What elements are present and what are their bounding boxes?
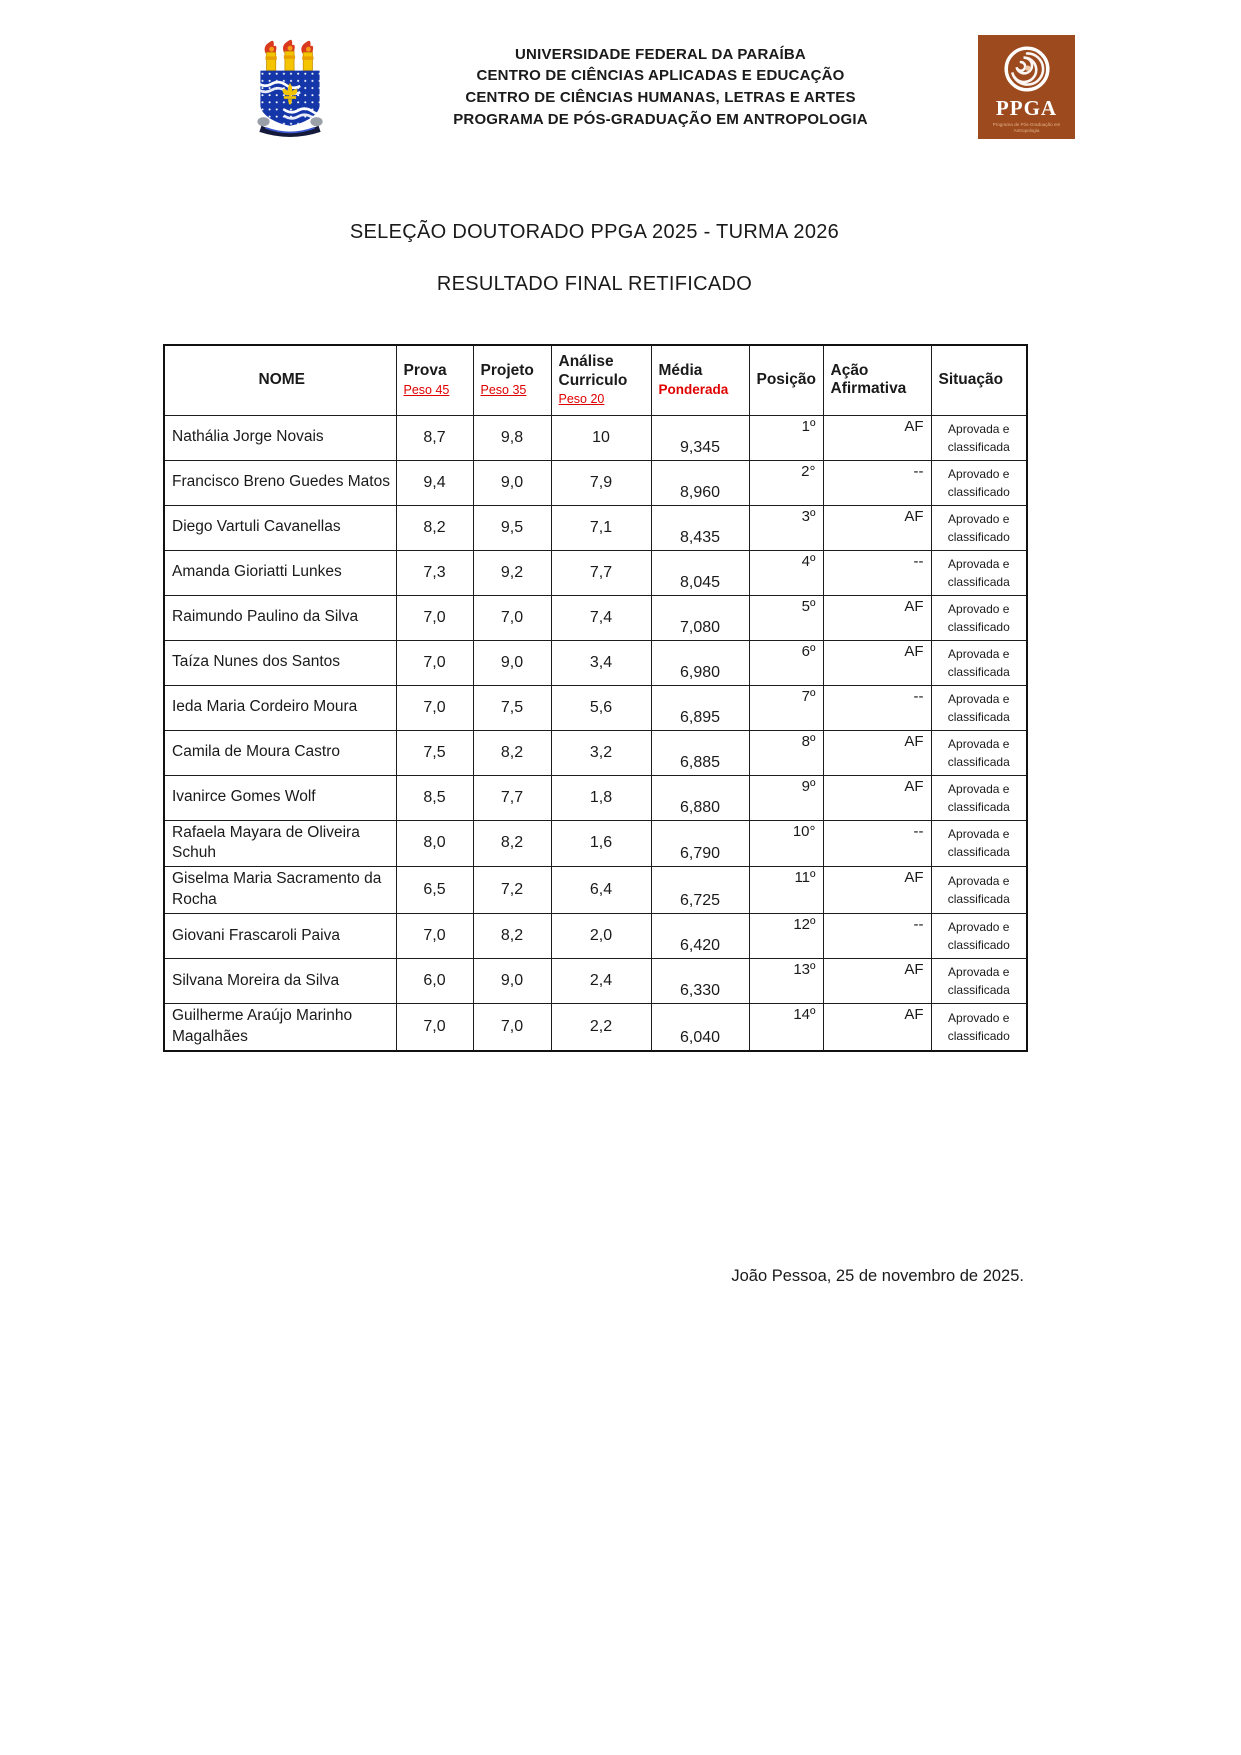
cell-acao: AF — [823, 640, 931, 685]
cell-prova: 6,0 — [396, 959, 473, 1004]
ppga-subtitle: Programa de Pós-Graduação em Antropologia — [992, 122, 1061, 133]
cell-posicao: 12º — [749, 914, 823, 959]
cell-prova: 8,0 — [396, 820, 473, 867]
cell-posicao: 6º — [749, 640, 823, 685]
table-row — [164, 959, 1027, 1004]
cell-projeto: 7,5 — [473, 685, 551, 730]
cell-posicao: 4º — [749, 550, 823, 595]
cell-situacao: Aprovada e classificada — [931, 640, 1027, 685]
cell-analise: 2,4 — [551, 959, 651, 1004]
document-title: SELEÇÃO DOUTORADO PPGA 2025 - TURMA 2026 — [349, 221, 840, 243]
cell-acao: AF — [823, 959, 931, 1004]
cell-acao: AF — [823, 595, 931, 640]
cell-prova: 7,5 — [396, 730, 473, 775]
ppga-wordmark: PPGA — [995, 96, 1058, 120]
cell-situacao: Aprovado e classificado — [931, 595, 1027, 640]
cell-nome: Amanda Gioriatti Lunkes — [164, 550, 396, 595]
table-row — [164, 550, 1027, 595]
cell-nome: Diego Vartuli Cavanellas — [164, 505, 396, 550]
cell-posicao: 13º — [749, 959, 823, 1004]
cell-prova: 7,0 — [396, 1004, 473, 1051]
cell-prova: 7,0 — [396, 914, 473, 959]
cell-media: 9,345 — [651, 415, 749, 460]
ppga-logo — [978, 35, 1075, 139]
cell-posicao: 2° — [749, 460, 823, 505]
cell-media: 7,080 — [651, 595, 749, 640]
cell-prova: 7,3 — [396, 550, 473, 595]
dateline: João Pessoa, 25 de novembro de 2025. — [731, 1267, 1024, 1286]
column-header-nome — [164, 345, 396, 415]
column-header-prova — [396, 345, 473, 415]
cell-posicao: 11º — [749, 867, 823, 914]
cell-analise: 7,4 — [551, 595, 651, 640]
letterhead — [237, 35, 1075, 139]
cell-analise: 7,1 — [551, 505, 651, 550]
cell-media: 8,960 — [651, 460, 749, 505]
column-label: Projeto — [480, 362, 534, 380]
cell-situacao: Aprovada e classificada — [931, 415, 1027, 460]
cell-media: 8,435 — [651, 505, 749, 550]
table-body — [164, 415, 1027, 1051]
cell-prova: 8,5 — [396, 775, 473, 820]
cell-posicao: 14º — [749, 1004, 823, 1051]
cell-nome: Ivanirce Gomes Wolf — [164, 775, 396, 820]
cell-analise: 2,0 — [551, 914, 651, 959]
cell-posicao: 5º — [749, 595, 823, 640]
cell-analise: 3,2 — [551, 730, 651, 775]
cell-situacao: Aprovada e classificada — [931, 685, 1027, 730]
cell-nome: Nathália Jorge Novais — [164, 415, 396, 460]
cell-acao: AF — [823, 415, 931, 460]
column-header-posicao — [749, 345, 823, 415]
cell-situacao: Aprovada e classificada — [931, 959, 1027, 1004]
cell-media: 6,895 — [651, 685, 749, 730]
cell-analise: 6,4 — [551, 867, 651, 914]
cell-acao: AF — [823, 867, 931, 914]
cell-situacao: Aprovada e classificada — [931, 730, 1027, 775]
cell-projeto: 8,2 — [473, 730, 551, 775]
cell-acao: -- — [823, 685, 931, 730]
cell-projeto: 7,2 — [473, 867, 551, 914]
column-sublabel: Peso 45 — [403, 383, 450, 398]
table-row — [164, 505, 1027, 550]
cell-prova: 7,0 — [396, 595, 473, 640]
cell-situacao: Aprovada e classificada — [931, 550, 1027, 595]
cell-acao: AF — [823, 730, 931, 775]
cell-projeto: 9,0 — [473, 460, 551, 505]
cell-media: 6,420 — [651, 914, 749, 959]
cell-acao: AF — [823, 1004, 931, 1051]
cell-nome: Ieda Maria Cordeiro Moura — [164, 685, 396, 730]
cell-analise: 10 — [551, 415, 651, 460]
cell-projeto: 9,0 — [473, 959, 551, 1004]
table-row — [164, 1004, 1027, 1051]
cell-situacao: Aprovada e classificada — [931, 820, 1027, 867]
table-row — [164, 685, 1027, 730]
cell-nome: Silvana Moreira da Silva — [164, 959, 396, 1004]
header-row — [164, 345, 1027, 415]
cell-acao: AF — [823, 775, 931, 820]
cell-nome: Giovani Frascaroli Paiva — [164, 914, 396, 959]
table-row — [164, 460, 1027, 505]
cell-posicao: 10° — [749, 820, 823, 867]
column-header-analise — [551, 345, 651, 415]
org-line-4: PROGRAMA DE PÓS-GRADUAÇÃO EM ANTROPOLOGIA — [453, 110, 868, 128]
column-label: Análise Curriculo — [558, 353, 628, 389]
cell-projeto: 9,5 — [473, 505, 551, 550]
cell-analise: 7,7 — [551, 550, 651, 595]
cell-posicao: 3º — [749, 505, 823, 550]
document-subtitle: RESULTADO FINAL RETIFICADO — [436, 273, 753, 295]
table-row — [164, 595, 1027, 640]
table-row — [164, 640, 1027, 685]
cell-media: 6,330 — [651, 959, 749, 1004]
cell-analise: 1,8 — [551, 775, 651, 820]
org-name-block — [343, 44, 978, 131]
cell-projeto: 9,0 — [473, 640, 551, 685]
results-table — [163, 344, 1028, 1052]
cell-posicao: 1º — [749, 415, 823, 460]
cell-prova: 8,2 — [396, 505, 473, 550]
ufpb-coat-of-arms-logo — [237, 36, 343, 138]
cell-prova: 9,4 — [396, 460, 473, 505]
column-label: Ação Afirmativa — [830, 361, 907, 398]
cell-projeto: 9,2 — [473, 550, 551, 595]
cell-acao: -- — [823, 820, 931, 867]
cell-nome: Giselma Maria Sacramento da Rocha — [164, 867, 396, 914]
cell-prova: 8,7 — [396, 415, 473, 460]
cell-acao: -- — [823, 460, 931, 505]
column-sublabel: Peso 20 — [558, 392, 605, 407]
column-header-acao — [823, 345, 931, 415]
cell-prova: 7,0 — [396, 685, 473, 730]
column-label: NOME — [258, 370, 305, 388]
table-header — [164, 345, 1027, 415]
cell-nome: Guilherme Araújo Marinho Magalhães — [164, 1004, 396, 1051]
document-content — [163, 221, 1026, 1286]
table-row — [164, 775, 1027, 820]
cell-situacao: Aprovada e classificada — [931, 775, 1027, 820]
column-sublabel: Ponderada — [658, 382, 729, 398]
cell-acao: -- — [823, 914, 931, 959]
cell-acao: AF — [823, 505, 931, 550]
cell-nome: Camila de Moura Castro — [164, 730, 396, 775]
cell-situacao: Aprovado e classificado — [931, 460, 1027, 505]
column-label: Posição — [756, 370, 816, 388]
cell-projeto: 7,0 — [473, 595, 551, 640]
cell-analise: 5,6 — [551, 685, 651, 730]
cell-situacao: Aprovado e classificado — [931, 1004, 1027, 1051]
table-row — [164, 867, 1027, 914]
cell-posicao: 8º — [749, 730, 823, 775]
cell-posicao: 9º — [749, 775, 823, 820]
cell-analise: 7,9 — [551, 460, 651, 505]
cell-analise: 1,6 — [551, 820, 651, 867]
column-label: Situação — [938, 370, 1004, 388]
ppga-spiral-icon — [1001, 43, 1053, 95]
column-label: Prova — [403, 362, 447, 380]
cell-situacao: Aprovado e classificado — [931, 505, 1027, 550]
cell-projeto: 7,0 — [473, 1004, 551, 1051]
column-header-situacao — [931, 345, 1027, 415]
cell-projeto: 7,7 — [473, 775, 551, 820]
cell-posicao: 7º — [749, 685, 823, 730]
cell-nome: Rafaela Mayara de Oliveira Schuh — [164, 820, 396, 867]
cell-acao: -- — [823, 550, 931, 595]
cell-media: 6,885 — [651, 730, 749, 775]
column-label: Média — [658, 361, 703, 379]
table-row — [164, 820, 1027, 867]
table-row — [164, 415, 1027, 460]
cell-projeto: 8,2 — [473, 820, 551, 867]
torch-sticks — [266, 51, 314, 70]
cell-nome: Francisco Breno Guedes Matos — [164, 460, 396, 505]
cell-analise: 3,4 — [551, 640, 651, 685]
column-sublabel: Peso 35 — [480, 383, 527, 398]
cell-nome: Taíza Nunes dos Santos — [164, 640, 396, 685]
table-row — [164, 730, 1027, 775]
cell-media: 8,045 — [651, 550, 749, 595]
org-line-1: UNIVERSIDADE FEDERAL DA PARAÍBA — [515, 45, 806, 63]
cell-nome: Raimundo Paulino da Silva — [164, 595, 396, 640]
cell-media: 6,880 — [651, 775, 749, 820]
column-header-media — [651, 345, 749, 415]
cell-media: 6,040 — [651, 1004, 749, 1051]
cell-projeto: 9,8 — [473, 415, 551, 460]
cell-analise: 2,2 — [551, 1004, 651, 1051]
cell-media: 6,725 — [651, 867, 749, 914]
org-line-2: CENTRO DE CIÊNCIAS APLICADAS E EDUCAÇÃO — [476, 67, 845, 85]
cell-prova: 6,5 — [396, 867, 473, 914]
cell-projeto: 8,2 — [473, 914, 551, 959]
cell-media: 6,790 — [651, 820, 749, 867]
column-header-projeto — [473, 345, 551, 415]
cell-prova: 7,0 — [396, 640, 473, 685]
cell-situacao: Aprovada e classificada — [931, 867, 1027, 914]
org-line-3: CENTRO DE CIÊNCIAS HUMANAS, LETRAS E ARTES — [465, 89, 856, 106]
table-row — [164, 914, 1027, 959]
cell-media: 6,980 — [651, 640, 749, 685]
cell-situacao: Aprovado e classificado — [931, 914, 1027, 959]
